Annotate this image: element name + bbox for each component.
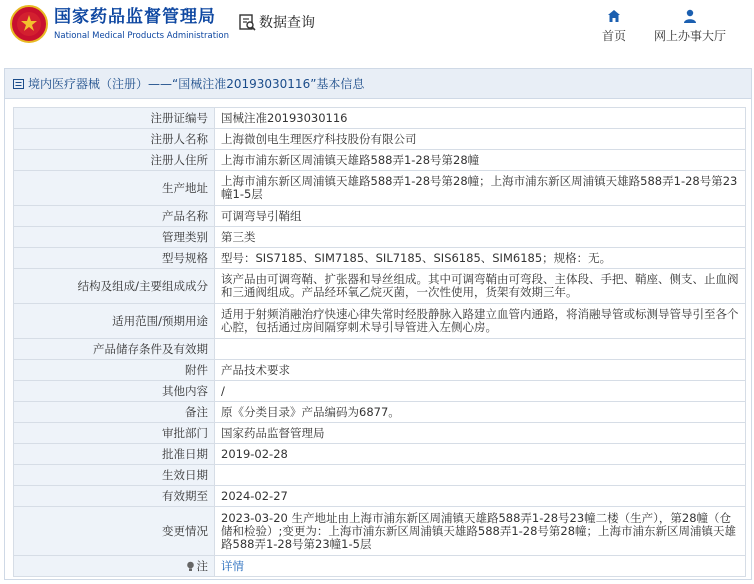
- table-row: [14, 129, 746, 150]
- panel-title-bar: [5, 69, 751, 99]
- table-row: [14, 402, 746, 423]
- list-icon: [13, 79, 24, 89]
- table-row: [14, 423, 746, 444]
- field-label: 有效期至: [14, 486, 215, 507]
- note-label: 注: [196, 558, 208, 573]
- field-label: 管理类别: [14, 227, 215, 248]
- field-value: 该产品由可调弯鞘、扩张器和导丝组成。其中可调弯鞘由可弯段、主体段、手把、鞘座、侧支、止血阀和三通阀组成。产品经环氧乙烷灭菌，一次性使用，货架有效期三年。: [215, 269, 746, 304]
- field-value: 2019-02-28: [215, 444, 746, 465]
- table-row: [14, 108, 746, 129]
- field-value: 2023-03-20 生产地址由上海市浦东新区周浦镇天雄路588弄1-28号23幢二楼（生产），第28幢（仓储和检验）;变更为：上海市浦东新区周浦镇天雄路588弄1-28号第28幢；上海市浦东新区周浦镇天雄路588弄1-28号第23幢1-5层: [215, 507, 746, 556]
- brand-name-cn: 国家药品监督管理局: [54, 7, 216, 27]
- table-row: [14, 269, 746, 304]
- table-row: [14, 486, 746, 507]
- table-row: [14, 507, 746, 556]
- field-value: 型号：SIS7185、SIM7185、SIL7185、SIS6185、SIM6185；规格：无。: [215, 248, 746, 269]
- field-value: 上海市浦东新区周浦镇天雄路588弄1-28号第28幢；上海市浦东新区周浦镇天雄路588弄1-28号第23幢1-5层: [215, 171, 746, 206]
- table-row: [14, 227, 746, 248]
- user-icon: [682, 8, 698, 24]
- field-label: 附件: [14, 360, 215, 381]
- brand[interactable]: [54, 6, 229, 42]
- detail-panel: [4, 68, 752, 580]
- data-query-icon: [238, 13, 256, 31]
- field-label: 适用范围/预期用途: [14, 304, 215, 339]
- data-query-link[interactable]: [238, 12, 315, 32]
- table-row: [14, 171, 746, 206]
- field-label: 生效日期: [14, 465, 215, 486]
- field-value: 国家药品监督管理局: [215, 423, 746, 444]
- nav-online-label: 网上办事大厅: [654, 29, 727, 43]
- field-value: 2024-02-27: [215, 486, 746, 507]
- note-value-cell: [215, 556, 746, 577]
- table-row: [14, 206, 746, 227]
- table-row: [14, 150, 746, 171]
- field-label: 型号规格: [14, 248, 215, 269]
- note-label-cell: [14, 556, 215, 577]
- table-row: [14, 465, 746, 486]
- field-value: 原《分类目录》产品编码为6877。: [215, 402, 746, 423]
- field-value: 第三类: [215, 227, 746, 248]
- field-value: 产品技术要求: [215, 360, 746, 381]
- field-value: 上海市浦东新区周浦镇天雄路588弄1-28号第28幢: [215, 150, 746, 171]
- panel-title: 境内医疗器械（注册）——“国械注准20193030116”基本信息: [28, 77, 365, 91]
- brand-name-en: National Medical Products Administration: [54, 31, 229, 41]
- field-label: 产品名称: [14, 206, 215, 227]
- field-label: 注册证编号: [14, 108, 215, 129]
- nav-home-label: 首页: [602, 29, 627, 43]
- field-label: 审批部门: [14, 423, 215, 444]
- data-query-label: 数据查询: [259, 15, 315, 31]
- field-label: 生产地址: [14, 171, 215, 206]
- table-row: [14, 360, 746, 381]
- site-header: [0, 0, 754, 56]
- field-value: 上海微创电生理医疗科技股份有限公司: [215, 129, 746, 150]
- nav-online-hall[interactable]: [654, 8, 726, 44]
- field-label: 结构及组成/主要组成成分: [14, 269, 215, 304]
- field-label: 变更情况: [14, 507, 215, 556]
- home-icon: [606, 8, 622, 24]
- nav-home[interactable]: [602, 8, 626, 44]
- field-value: 国械注准20193030116: [215, 108, 746, 129]
- table-row: [14, 304, 746, 339]
- field-label: 备注: [14, 402, 215, 423]
- table-row: [14, 444, 746, 465]
- detail-link[interactable]: 详情: [221, 558, 244, 573]
- table-row: [14, 339, 746, 360]
- field-value: 适用于射频消融治疗快速心律失常时经股静脉入路建立血管内通路，将消融导管或标测导管导引至各个心腔，包括通过房间隔穿刺术导引导管进入左侧心房。: [215, 304, 746, 339]
- field-label: 注册人住所: [14, 150, 215, 171]
- field-value: 可调弯导引鞘组: [215, 206, 746, 227]
- field-label: 其他内容: [14, 381, 215, 402]
- field-label: 注册人名称: [14, 129, 215, 150]
- field-value: [215, 339, 746, 360]
- nmpa-emblem-icon[interactable]: [10, 5, 48, 43]
- field-label: 批准日期: [14, 444, 215, 465]
- table-row: [14, 381, 746, 402]
- registration-info-table: [13, 107, 746, 577]
- field-value: [215, 465, 746, 486]
- table-row: [14, 248, 746, 269]
- field-value: /: [215, 381, 746, 402]
- note-bulb-icon: [186, 561, 195, 572]
- field-label: 产品储存条件及有效期: [14, 339, 215, 360]
- table-row: [14, 556, 746, 577]
